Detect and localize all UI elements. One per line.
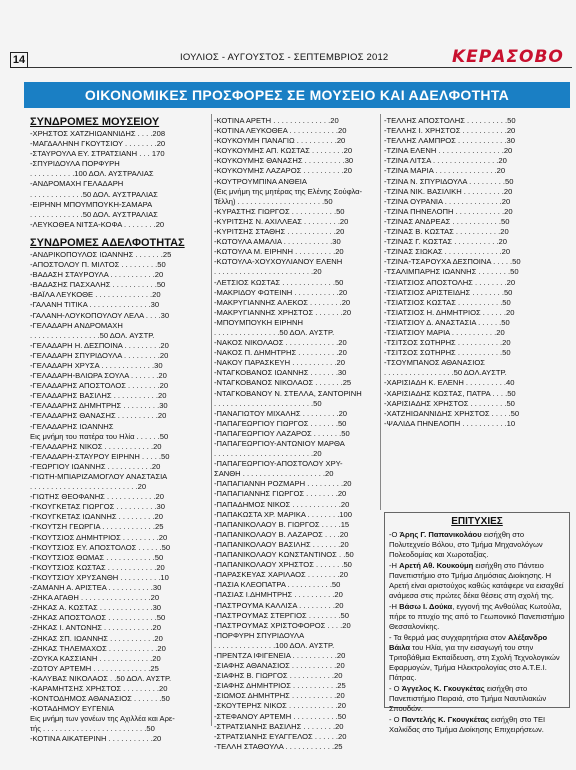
donor-row: -ΣΤΡΑΤΣΙΑΝΗΣ ΒΑΣΙΛΗΣ . . . . . . . .20 bbox=[214, 721, 344, 731]
donor-row: -ΜΑΓΔΑΛΗΝΗ ΓΚΟΥΤΣΙΟΥ . . . . . . . .20 bbox=[30, 139, 166, 149]
header-rule bbox=[28, 67, 572, 68]
donor-row: -ΤΣΙΑΤΣΙΟΣ ΚΩΣΤΑΣ . . . . . . . . . . .50 bbox=[384, 297, 511, 307]
donor-row: -ΤΖΙΝΑ ΝΙΚ. ΒΑΣΙΛΙΚΗ . . . . . . . . . .20 bbox=[384, 186, 513, 196]
donor-row: -ΚΟΥΤΡΟΥΜΠΙΝΑ ΑΝΘΕΙΑ bbox=[214, 176, 307, 186]
page-number: 14 bbox=[10, 52, 28, 68]
column-divider bbox=[211, 114, 212, 726]
donor-row: -ΤΣΙΑΤΣΙΟΣ ΑΠΟΣΤΟΛΗΣ . . . . . . . .20 bbox=[384, 277, 516, 287]
donor-row: -ΠΑΠΑΓΙΑΝΝΗΣ ΓΙΩΡΓΟΣ . . . . . . . .20 bbox=[214, 489, 347, 499]
donor-row: -ΕΙΡΗΝΗ ΜΠΟΥΜΠΟΥΚΗ-ΣΑΜΑΡΑ bbox=[30, 199, 153, 209]
donor-row: . . . . . . . . . . .100 ΔΟΛ. ΑΥΣΤΡΑΛΙΑΣ bbox=[30, 169, 154, 179]
donor-row: -ΤΖΙΝΑ-ΤΣΑΡΟΥΧΑ ΔΕΣΠΟΙΝΑ . . . . .50 bbox=[384, 257, 521, 267]
donor-row: -ΚΥΡΙΤΣΗΣ Ν. ΑΧΙΛΛΕΑΣ . . . . . . . . .20 bbox=[214, 216, 349, 226]
success-text: εισήχθη στο ΤΕΙ Χαλκίδας στο Τμήμα Διοίκησης Επιχειρήσεων. bbox=[389, 715, 546, 734]
success-box bbox=[384, 512, 570, 734]
success-text: του Ηλία, για την εισαγωγή του στην Τριτοβάθμια Εκπαίδευση, στη Σχολή Τεχνολογικών Εφαρμογών, Τμήμα Ηλεκτρολογίας στο Α.Τ.Ε.Ι. Πάτρας. bbox=[389, 643, 560, 682]
donor-row: -ΤΖΙΝΑ ΛΙΤΣΑ . . . . . . . . . . . . . . . .20 bbox=[384, 156, 507, 166]
donor-row: -ΠΑΠΑΓΕΩΡΓΙΟΥ-ΑΠΟΣΤΟΛΟΥ ΧΡΥ- bbox=[214, 459, 343, 469]
donor-row: -ΤΣΟΥΜΠΑΝΟΣ ΑΘΑΝΑΣΙΟΣ bbox=[384, 358, 485, 368]
donor-row: -ΤΖΙΝΑ ΕΛΕΝΗ . . . . . . . . . . . . . . . .20 bbox=[384, 146, 513, 156]
donor-row: -ΣΙΩΜΟΣ ΔΗΜΗΤΡΗΣ . . . . . . . . . . .20 bbox=[214, 691, 345, 701]
donor-row: -ΜΑΚΡΙΔΟΥ ΦΩΤΕΙΝΗ . . . . . . . . . . .20 bbox=[214, 287, 348, 297]
donor-row: -ΠΑΠΑΝΙΚΟΛΑΟΥ Β. ΛΑΖΑΡΟΣ . . . .20 bbox=[214, 529, 349, 539]
success-person: Άγγελος Κ. Γκουγκέτας bbox=[401, 684, 485, 693]
donor-row: -ΠΑΣΙΑ ΚΛΕΟΠΑΤΡΑ . . . . . . . . . . .50 bbox=[214, 580, 341, 590]
donor-row: -ΝΤΑΓΚΟΒΑΝΟΣ ΙΩΑΝΝΗΣ . . . . . . .30 bbox=[214, 368, 347, 378]
donor-row: -ΤΣΙΤΣΟΣ ΣΩΤΗΡΗΣ . . . . . . . . . . .20 bbox=[384, 338, 511, 348]
column-divider bbox=[380, 114, 381, 510]
donor-row: -ΤΖΙΝΑ ΟΥΡΑΝΙΑ . . . . . . . . . . . . . .20 bbox=[384, 196, 511, 206]
donor-row: -ΝΑΚΟΣ ΝΙΚΟΛΑΟΣ . . . . . . . . . . . . .20 bbox=[214, 338, 347, 348]
donor-row: -ΓΙΩΤΗ-ΜΠΙΑΡΙΖΑΜΟΓΛΟΥ ΑΝΑΣΤΑΣΙΑ bbox=[30, 472, 168, 481]
success-prefix: - Τα θερμά μας συγχαρητήρια στον bbox=[389, 633, 508, 642]
success-item bbox=[389, 530, 565, 560]
column-middle bbox=[214, 116, 374, 752]
donor-row: -ΖΑΜΑΝΗ Α. ΑΡΙΣΤΕΑ . . . . . . . . . . .30 bbox=[30, 583, 162, 593]
donor-row: -ΠΑΣΤΡΟΥΜΑ ΚΑΛΛΙΣΑ . . . . . . . . .20 bbox=[214, 600, 344, 610]
donor-row: -ΓΑΛΑΝΗ-ΛΟΥΚΟΠΟΥΛΟΥ ΛΕΛΑ . . . .30 bbox=[30, 310, 170, 320]
donor-row: -ΝΑΚΟΥ ΠΑΡΑΣΚΕΥΗ . . . . . . . . . . .20 bbox=[214, 358, 345, 368]
donor-row: -ΤΣΑΛΙΜΠΑΡΗΣ ΙΩΑΝΝΗΣ . . . . . . . .50 bbox=[384, 267, 519, 277]
donor-row: -ΤΖΙΝΑΣ ΣΙΩΚΑΣ . . . . . . . . . . . . . .20 bbox=[384, 247, 511, 257]
donor-row: -ΑΠΟΣΤΟΛΟΥ Π. ΜΙΛΤΟΣ . . . . . . . . .50 bbox=[30, 260, 166, 270]
donor-row: . . . . . . . . . . . . . . . . .50 ΔΟΛ. ΑΥΣΤΡ. bbox=[30, 330, 155, 340]
donor-row: -ΠΟΡΦΥΡΗ ΣΠΥΡΙΔΟΥΛΑ bbox=[214, 630, 305, 640]
donor-row: -ΓΕΛΑΔΑΡΗ-ΒΛΙΩΡΑ ΣΟΥΛΑ . . . . . . .20 bbox=[30, 371, 167, 381]
donor-row: -ΤΣΙΑΤΣΙΟΥ Δ. ΑΝΑΣΤΑΣΙΑ . . . . . .50 bbox=[384, 317, 510, 327]
success-prefix: - Ο bbox=[389, 715, 402, 724]
donor-row: -ΤΣΙΑΤΣΙΟΥ ΜΑΡΙΑ . . . . . . . . . . .20 bbox=[384, 327, 505, 337]
donor-row: -ΚΟΥΚΟΥΜΗ ΠΑΝΑΓΙΩ . . . . . . . . . .20 bbox=[214, 136, 346, 146]
donor-row: (Εις μνήμη της μητέρας της Ελένης Σούφλα- bbox=[214, 186, 363, 196]
donor-row: -ΤΖΙΝΑΣ Β. ΚΩΣΤΑΣ . . . . . . . . . . .20 bbox=[384, 227, 509, 237]
donor-row: -ΓΕΛΑΔΑΡΗ ΑΝΔΡΟΜΑΧΗ bbox=[30, 320, 123, 330]
donor-row: -ΓΚΟΥΤΣΙΟΣ ΕΥ. ΑΠΟΣΤΟΛΟΣ . . . . . .50 bbox=[30, 542, 171, 552]
donor-row: Εις μνήμη του πατέρα του Ηλία . . . . . .50 bbox=[30, 431, 169, 441]
donor-row: -ΤΕΛΛΗΣ ΛΑΜΠΡΟΣ . . . . . . . . . . . .30 bbox=[384, 136, 515, 146]
donor-row: -ΓΚΟΥΤΣΙΟΣ ΔΗΜΗΤΡΙΟΣ . . . . . . . . .20 bbox=[30, 532, 168, 542]
donor-row: -ΓΕΛΑΔΑΡΗ Η. ΔΕΣΠΟΙΝΑ . . . . . . . . .20 bbox=[30, 340, 169, 350]
donor-row: -ΚΑΡΑΜΗΤΣΗΣ ΧΡΗΣΤΟΣ . . . . . . . . .20 bbox=[30, 683, 168, 693]
donor-row: -ΓΕΛΑΔΑΡΗΣ ΘΑΝΑΣΗΣ . . . . . . . . . .20 bbox=[30, 411, 167, 421]
donor-row: -ΤΣΙΤΣΟΣ ΣΩΤΗΡΗΣ . . . . . . . . . . .50 bbox=[384, 348, 511, 358]
donor-row: -ΣΤΡΑΤΣΙΑΝΗΣ ΕΥΑΓΓΕΛΟΣ . . . . . .20 bbox=[214, 731, 347, 741]
donor-row: -ΖΗΚΑΣ Ι. ΑΝΤΩΝΗΣ . . . . . . . . . . . .20 bbox=[30, 623, 161, 633]
donor-row: -ΓΕΛΑΔΑΡΗ-ΣΤΑΥΡΟΥ ΕΙΡΗΝΗ . . . . .50 bbox=[30, 451, 170, 461]
donor-row: -ΣΙΑΦΗΣ ΔΗΜΗΤΡΙΟΣ . . . . . . . . . . .25 bbox=[214, 681, 346, 691]
donor-row: -ΠΑΠΑΝΙΚΟΛΑΟΥ Β. ΓΙΩΡΓΟΣ . . . . .15 bbox=[214, 519, 350, 529]
success-text: εισήχθη στο Πολυτεχνείο Βόλου, στο Τμήμα Μηχανολόγων Πολεοδομίας και Χωροταξίας. bbox=[389, 530, 543, 559]
success-item bbox=[389, 684, 565, 714]
donor-row: -ΠΑΝΑΓΙΩΤΟΥ ΜΙΧΑΛΗΣ . . . . . . . . .20 bbox=[214, 408, 348, 418]
donor-row: -ΖΗΚΑ ΑΓΑΘΗ . . . . . . . . . . . . . . . . .20 bbox=[30, 593, 160, 603]
donor-row: -ΖΟΥΚΑ ΚΑΣΣΙΑΝΗ . . . . . . . . . . . . .20 bbox=[30, 653, 161, 663]
donor-row: -ΤΖΙΝΑ Ν. ΣΠΥΡΙΔΟΥΛΑ . . . . . . . . .50 bbox=[384, 176, 514, 186]
donor-row: -ΚΩΤΟΥΛΑ-ΧΟΥΧΟΥΛΙΑΝΟΥ ΕΛΕΝΗ bbox=[214, 257, 343, 267]
donor-row: -ΖΗΚΑΣ ΑΠΟΣΤΟΛΟΣ . . . . . . . . . . . .50 bbox=[30, 613, 166, 623]
donor-row: -ΣΠΥΡΙΔΟΥΛΑ ΠΟΡΦΥΡΗ bbox=[30, 159, 120, 169]
donor-row: -ΑΝΔΡΙΚΟΠΟΥΛΟΣ ΙΩΑΝΝΗΣ . . . . . . .25 bbox=[30, 249, 172, 259]
donor-row: -ΓΕΛΑΔΑΡΗΣ ΔΗΜΗΤΡΗΣ . . . . . . . . .30 bbox=[30, 401, 168, 411]
donor-row: -ΧΑΡΙΣΙΑΔΗΣ ΧΡΗΣΤΟΣ . . . . . . . . .50 bbox=[384, 398, 515, 408]
donor-row: -ΠΑΠΑΓΕΩΡΓΙΟΥ ΛΑΖΑΡΟΣ . . . . . . .50 bbox=[214, 428, 350, 438]
section-title-museum: ΣΥΝΔΡΟΜΕΣ ΜΟΥΣΕΙΟΥ bbox=[30, 116, 160, 128]
donor-row: -ΒΑΪΛΑ ΛΕΥΚΟΘΕ . . . . . . . . . . . . . .20 bbox=[30, 290, 161, 300]
success-prefix: -Ο bbox=[389, 530, 400, 539]
donor-row: -ΠΑΠΑΝΙΚΟΛΑΟΥ ΧΡΗΣΤΟΣ . . . . . . .50 bbox=[214, 560, 352, 570]
donor-row: τής . . . . . . . . . . . . . . . . . . . . . . . . .50 bbox=[30, 724, 155, 734]
donor-row: -ΧΑΡΙΣΙΑΔΗΣ ΚΩΣΤΑΣ, ΠΑΤΡΑ . . . .50 bbox=[384, 388, 516, 398]
success-person: Παντελής Κ. Γκουγκέτας bbox=[401, 715, 489, 724]
donor-row: . . . . . . . . . . . . . . . . . . . . . . . .20 bbox=[214, 449, 322, 459]
donor-row: -ΠΑΠΑΚΩΣΤΑ ΧΡ. ΜΑΡΙΚΑ . . . . . . . .100 bbox=[214, 509, 352, 519]
donor-row: -ΝΤΑΓΚΟΒΑΝΟΥ Ν. ΣΤΕΛΛΑ, ΣΑΝΤΟΡΙΝΗ bbox=[214, 388, 362, 398]
success-text: εισήχθη στο Πανεπιστήμιο Πειραιά, στο Τμήμα Ναυτιλιακών Σπουδών. bbox=[389, 684, 547, 713]
donor-row: -ΠΑΣΤΡΟΥΜΑΣ ΧΡΙΣΤΟΦΟΡΟΣ . . . .20 bbox=[214, 620, 351, 630]
donor-row: -ΓΑΛΑΝΗ ΤΙΤΙΚΑ . . . . . . . . . . . . . . .30 bbox=[30, 300, 160, 310]
donor-row: -ΤΕΛΛΗΣ Ι. ΧΡΗΣΤΟΣ . . . . . . . . . . .20 bbox=[384, 126, 516, 136]
donor-row: -ΓΚΟΥΤΣΙΟΣ ΚΩΣΤΑΣ . . . . . . . . . . . .20 bbox=[30, 562, 165, 572]
success-prefix: -Η bbox=[389, 561, 400, 570]
donor-row: -ΛΕΤΣΙΟΣ ΚΩΣΤΑΣ . . . . . . . . . . . . .50 bbox=[214, 277, 344, 287]
donor-row: -ΣΤΑΥΡΟΥΛΑ ΕΥ. ΣΤΡΑΤΣΙΑΝΗ . . . 170 bbox=[30, 149, 165, 159]
donor-row: -ΒΑΔΑΣΗ ΣΤΑΥΡΟΥΛΑ . . . . . . . . . . .20 bbox=[30, 270, 164, 280]
donor-row: -ΓΕΛΑΔΑΡΗΣ ΑΠΟΣΤΟΛΟΣ . . . . . . . .20 bbox=[30, 381, 169, 391]
success-text: εισήχθη στο Πάντειο Πανεπιστήμιο στο Τμήμα Δημόσιας Διοίκησης. Η Αρετή είναι αριστούχος καθώς κατάφερε να εισαχθεί ανάμεσα στις πρώτες δέκα θέσεις στη σχολή της. bbox=[389, 561, 564, 600]
donor-row: -ΠΑΣΙΑΣ Ι.ΔΗΜΗΤΡΗΣ . . . . . . . . . .20 bbox=[214, 590, 343, 600]
success-prefix: - Ο bbox=[389, 684, 402, 693]
donor-row: -ΓΚΟΥΤΣΙΟΥ ΧΡΥΣΑΝΘΗ . . . . . . . . . .10 bbox=[30, 572, 169, 582]
donor-row: -ΤΖΙΝΑ ΜΑΡΙΑ . . . . . . . . . . . . . . .20 bbox=[384, 166, 506, 176]
success-item bbox=[389, 715, 565, 735]
section-title-brotherhood: ΣΥΝΔΡΟΜΕΣ ΑΔΕΛΦΟΤΗΤΑΣ bbox=[30, 236, 185, 249]
donor-row: -ΚΟΤΙΝΑ ΛΕΥΚΟΘΕΑ . . . . . . . . . . . .20 bbox=[214, 126, 347, 136]
donor-row: -ΤΕΛΛΗΣ ΑΠΟΣΤΟΛΗΣ . . . . . . . . . .50 bbox=[384, 116, 516, 125]
donor-row: -ΤΖΙΝΑ ΠΗΝΕΛΟΠΗ . . . . . . . . . . . .20 bbox=[384, 206, 513, 216]
success-item bbox=[389, 602, 565, 632]
donor-row: -ΚΟΥΚΟΥΜΗΣ ΑΠ. ΚΩΣΤΑΣ . . . . . . . .20 bbox=[214, 146, 353, 156]
donor-row: -ΤΣΙΑΤΣΙΟΣ Η. ΔΗΜΗΤΡΙΟΣ . . . . . .20 bbox=[384, 307, 515, 317]
donor-row: -ΓΚΟΥΓΚΕΤΑΣ ΓΙΩΡΓΟΣ . . . . . . . . . .30 bbox=[30, 502, 165, 512]
donor-row: -ΣΙΑΦΗΣ ΑΘΑΝΑΣΙΟΣ . . . . . . . . . . .20 bbox=[214, 661, 345, 671]
donor-row: -ΚΟΝΤΟΔΗΜΟΣ ΑΘΑΝΑΣΙΟΣ . . . . . . .50 bbox=[30, 694, 170, 704]
header-date: ΙΟΥΛΙΟΣ - ΑΥΓΟΥΣΤΟΣ - ΣΕΠΤΕΜΒΡΙΟΣ 2012 bbox=[180, 52, 389, 63]
donor-row: -ΚΥΡΙΤΣΗΣ ΣΤΑΘΗΣ . . . . . . . . . . . .20 bbox=[214, 227, 345, 237]
column-left bbox=[30, 114, 210, 745]
success-person: Άρης Γ. Παπανικολάου bbox=[399, 530, 482, 539]
donor-row: -ΝΤΑΓΚΟΒΑΝΟΣ ΝΙΚΟΛΑΟΣ . . . . . . .25 bbox=[214, 378, 352, 388]
donor-row: -ΚΟΥΚΟΥΜΗΣ ΘΑΝΑΣΗΣ . . . . . . . . . .30 bbox=[214, 156, 354, 166]
donor-row: . . . . . . . . . . . . . . . . . . . . . . . .20 bbox=[214, 267, 322, 277]
donor-row: -ΜΑΚΡΥΓΙΑΝΝΗΣ ΧΡΗΣΤΟΣ . . . . . . .20 bbox=[214, 307, 352, 317]
donor-row: -ΠΑΠΑΝΙΚΟΛΑΟΥ ΒΑΣΙΛΗΣ . . . . . . .20 bbox=[214, 539, 349, 549]
donor-row: -ΓΕΛΑΔΑΡΗΣ ΒΑΣΙΛΗΣ . . . . . . . . . . .20 bbox=[30, 391, 167, 401]
donor-row: . . . . . . . . . . . . . . . . . . . . . . . .50 bbox=[214, 398, 322, 408]
donor-row: -ΧΑΤΖΗΙΩΑΝΝΙΔΗΣ ΧΡΗΣΤΟΣ . . . . .50 bbox=[384, 408, 520, 418]
donor-row: -ΠΑΣΤΡΟΥΜΑΣ ΣΤΕΡΓΙΟΣ . . . . . . . .50 bbox=[214, 610, 349, 620]
donor-row: -ΓΕΩΡΓΙΟΥ ΙΩΑΝΝΗΣ . . . . . . . . . . .20 bbox=[30, 461, 161, 471]
donor-row: -ΖΗΚΑΣ ΣΠ. ΙΩΑΝΝΗΣ . . . . . . . . . . .20 bbox=[30, 633, 163, 643]
donor-row: -ΚΟΤΙΝΑ ΑΙΚΑΤΕΡΙΝΗ . . . . . . . . . . .20 bbox=[30, 734, 162, 744]
donor-row: -ΠΑΠΑΔΗΜΟΣ ΝΙΚΟΣ . . . . . . . . . . . .20 bbox=[214, 499, 350, 509]
donor-row: Τέλλη) . . . . . . . . . . . . . . . . . . . . .50 bbox=[214, 196, 333, 206]
donor-row: -ΖΩΤΟΥ ΑΡΤΕΜΗ . . . . . . . . . . . . . .25 bbox=[30, 663, 159, 673]
success-person: Αλέξανδρο Βάιλα bbox=[389, 633, 548, 652]
donor-row: -ΚΩΤΟΥΛΑ ΑΜΑΛΙΑ . . . . . . . . . . . .30 bbox=[214, 237, 341, 247]
donor-row: -ΑΝΔΡΟΜΑΧΗ ΓΕΛΑΔΑΡΗ bbox=[30, 179, 124, 189]
donor-row: Εις μνήμη των γονέων της Αχιλλέα και Αρε- bbox=[30, 714, 175, 724]
donor-row: -ΠΡΕΝΤΖΑ ΙΦΙΓΕΝΕΙΑ . . . . . . . . . . .20 bbox=[214, 650, 346, 660]
donor-row: . . . . . . . . . . . . .50 ΔΟΛ. ΑΥΣΤΡΑΛΙΑΣ bbox=[30, 189, 158, 199]
donor-row: -ΜΠΟΥΜΠΟΥΚΗ ΕΙΡΗΝΗ bbox=[214, 317, 303, 327]
donor-row: -ΖΗΚΑΣ Α. ΚΩΣΤΑΣ . . . . . . . . . . . . .30 bbox=[30, 603, 162, 613]
success-text: , εγγονή της Ανθούλας Κωτούλα, πήρε το πτυχίο της από το Γεωπονικό Πανεπιστήμιο Θεσσαλονίκης. bbox=[389, 602, 565, 631]
donor-row: -ΖΗΚΑΣ ΤΗΛΕΜΑΧΟΣ . . . . . . . . . . . .20 bbox=[30, 643, 166, 653]
donor-row: -ΝΑΚΟΣ Π. ΔΗΜΗΤΡΗΣ . . . . . . . . . .20 bbox=[214, 348, 347, 358]
donor-row: -ΤΖΙΝΑΣ ΑΝΔΡΕΑΣ . . . . . . . . . . . .50 bbox=[384, 216, 510, 226]
donor-row: . . . . . . . . . . . . .50 ΔΟΛ. ΑΥΣΤΡΑΛΙΑΣ bbox=[30, 209, 158, 219]
donor-row: -ΤΕΛΛΗ ΣΤΑΘΟΥΛΑ . . . . . . . . . . . .25 bbox=[214, 741, 343, 751]
donor-row: -ΓΚΟΥΓΚΕΤΑΣ ΙΩΑΝΝΗΣ . . . . . . . . .20 bbox=[30, 512, 163, 522]
donor-row: -ΧΑΡΙΣΙΑΔΗ Κ. ΕΛΕΝΗ . . . . . . . . . .40 bbox=[384, 378, 515, 388]
donor-row: -ΣΤΕΦΑΝΟΥ ΑΡΤΕΜΗ . . . . . . . . . . .50 bbox=[214, 711, 347, 721]
donor-row: -ΛΕΥΚΟΘΕΑ ΝΙΤΣΑ-ΚΟΦΑ . . . . . . . .20 bbox=[30, 219, 165, 229]
donor-row: -ΓΙΩΤΗΣ ΘΕΟΦΑΝΗΣ . . . . . . . . . . . .20 bbox=[30, 492, 164, 502]
donor-row: . . . . . . . . . . . . . . . . .50 ΔΟΛ.ΑΥΣΤΡ. bbox=[384, 368, 507, 378]
masthead-logo: ΚΕΡΑΣΟΒΟ bbox=[452, 47, 564, 67]
donor-row: -ΣΙΑΦΗΣ Β. ΓΙΩΡΓΟΣ . . . . . . . . . . .20 bbox=[214, 671, 343, 681]
donor-row: -ΠΑΡΑΣΚΕΥΑΣ ΧΑΡΙΛΑΟΣ . . . . . . . .20 bbox=[214, 570, 348, 580]
donor-row: -ΚΟΥΚΟΥΜΗΣ ΛΑΖΑΡΟΣ . . . . . . . . . .20 bbox=[214, 166, 352, 176]
donor-row: -ΤΣΙΑΤΣΙΟΣ ΑΡΙΣΤΕΙΔΗΣ . . . . . . . .50 bbox=[384, 287, 513, 297]
donor-row: -ΚΟΤΙΝΑ ΑΡΕΤΗ . . . . . . . . . . . . . .20 bbox=[214, 116, 339, 125]
donor-row: -ΠΑΠΑΓΕΩΡΓΙΟΥ ΓΙΩΡΓΟΣ . . . . . . .50 bbox=[214, 418, 347, 428]
donor-row: -ΠΑΠΑΝΙΚΟΛΑΟΥ ΚΩΝΣΤΑΝΤΙΝΟΣ . .50 bbox=[214, 550, 354, 560]
donor-row: -ΧΡΗΣΤΟΣ ΧΑΤΖΗΙΩΑΝΝΙΔΗΣ . . . .208 bbox=[30, 129, 166, 138]
donor-row: -ΨΑΛΙΔΑ ΠΗΝΕΛΟΠΗ . . . . . . . . . . .10 bbox=[384, 418, 516, 428]
donor-row: . . . . . . . . . . . . . . .100 ΔΟΛ. ΑΥΣΤΡ. bbox=[214, 640, 335, 650]
success-person: Αρετή Αθ. Κουκούμη bbox=[399, 561, 474, 570]
success-person: Βάσω Ι. Δούκα bbox=[399, 602, 453, 611]
donor-row: -ΓΕΛΑΔΑΡΗΣ ΝΙΚΟΣ . . . . . . . . . . . .20 bbox=[30, 441, 162, 451]
donor-row: . . . . . . . . . . . . . . . .50 ΔΟΛ. ΑΥΣΤΡ. bbox=[214, 327, 335, 337]
success-title: ΕΠΙΤΥΧΙΕΣ bbox=[451, 516, 503, 527]
donor-row: -ΣΚΟΥΤΕΡΗΣ ΝΙΚΟΣ . . . . . . . . . . . .20 bbox=[214, 701, 346, 711]
donor-row: -ΒΑΔΑΣΗΣ ΠΑΣΧΑΛΗΣ . . . . . . . . . . .50 bbox=[30, 280, 166, 290]
donor-row: -ΓΚΟΥΤΣΙΟΣ ΘΩΜΑΣ . . . . . . . . . . . .50 bbox=[30, 552, 164, 562]
success-prefix: -Η bbox=[389, 602, 400, 611]
donor-row: -ΚΥΡΑΣΤΗΣ ΓΙΩΡΓΟΣ . . . . . . . . . . .50 bbox=[214, 206, 345, 216]
donor-row: -ΠΑΠΑΓΙΑΝΝΗ ΡΟΖΜΑΡΗ . . . . . . . . .20 bbox=[214, 479, 352, 489]
donor-row: -ΠΑΠΑΓΕΩΡΓΙΟΥ-ΑΝΤΩΝΙΟΥ ΜΑΡΘΑ bbox=[214, 439, 345, 448]
donor-row: -ΓΕΛΑΔΑΡΗΣ ΙΩΑΝΝΗΣ bbox=[30, 421, 114, 431]
donor-row: -ΚΟΤΑΔΗΜΟΥ ΕΥΓΕΝΙΑ bbox=[30, 704, 115, 714]
donor-row: -ΜΑΚΡΥΓΙΑΝΝΗΣ ΑΛΕΚΟΣ . . . . . . . .20 bbox=[214, 297, 351, 307]
donor-row: -ΓΚΟΥΤΣΗ ΓΕΩΡΓΙΑ . . . . . . . . . . . . .25 bbox=[30, 522, 164, 532]
donor-row: -ΓΕΛΑΔΑΡΗ ΣΠΥΡΙΔΟΥΛΑ . . . . . . . . .20 bbox=[30, 350, 169, 360]
donor-row: -ΓΕΛΑΔΑΡΗ ΧΡΥΣΑ . . . . . . . . . . . . .30 bbox=[30, 360, 163, 370]
success-item bbox=[389, 561, 565, 601]
donor-row: -ΚΩΤΟΥΛΑ Μ. ΕΙΡΗΝΗ . . . . . . . . . .20 bbox=[214, 247, 344, 257]
success-item bbox=[389, 633, 565, 683]
donor-row: -ΚΑΛΥΒΑΣ ΝΙΚΟΛΑΟΣ . .50 ΔΟΛ. ΑΥΣΤΡ. bbox=[30, 673, 172, 683]
page-title: ΟΙΚΟΝΟΜΙΚΕΣ ΠΡΟΣΦΟΡΕΣ ΣΕ ΜΟΥΣΕΙΟ ΚΑΙ ΑΔΕΛΦΟΤΗΤΑ bbox=[24, 82, 570, 108]
column-right bbox=[384, 116, 564, 429]
donor-row: -ΤΖΙΝΑΣ Γ. ΚΩΣΤΑΣ . . . . . . . . . . .20 bbox=[384, 237, 507, 247]
donor-row: ΣΑΝΘΗ . . . . . . . . . . . . . . . . . . . .20 bbox=[214, 469, 334, 479]
donor-row: . . . . . . . . . . . . . . . . . . . . . . . . . .20 bbox=[30, 482, 147, 492]
